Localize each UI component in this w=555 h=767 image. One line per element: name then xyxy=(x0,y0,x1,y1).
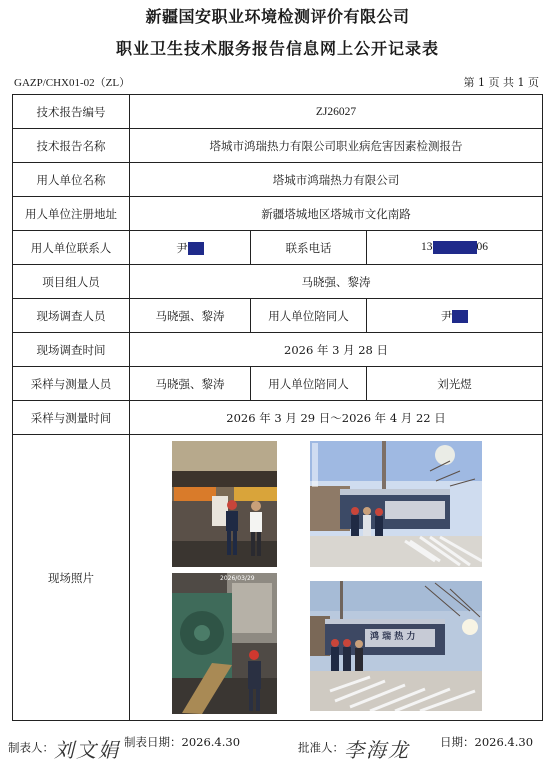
row-report-no xyxy=(13,95,543,129)
row-contact xyxy=(13,231,543,265)
make-date-block xyxy=(124,734,240,750)
label-team: 项目组人员 xyxy=(13,265,130,299)
escort-name-prefix: 尹 xyxy=(440,308,453,323)
approver-signature: 李海龙 xyxy=(344,738,410,762)
label-survey-time: 现场调查时间 xyxy=(13,333,130,367)
approve-date-value: 2026.4.30 xyxy=(474,735,534,749)
value-report-name: 塔城市鸿瑞热力有限公司职业病危害因素检测报告 xyxy=(130,129,543,163)
label-phone: 联系电话 xyxy=(251,231,367,265)
make-date-label: 制表日期： xyxy=(124,735,182,749)
row-report-name xyxy=(13,129,543,163)
redaction-block xyxy=(188,242,204,255)
form-meta xyxy=(14,74,539,92)
maker-signature: 刘文娟 xyxy=(54,738,120,762)
value-team: 马晓强、黎涛 xyxy=(130,265,543,299)
label-employer-address: 用人单位注册地址 xyxy=(13,197,130,231)
form-title: 职业卫生技术服务报告信息网上公开记录表 xyxy=(115,39,439,58)
value-sampling-escort: 刘光煜 xyxy=(367,367,543,401)
value-survey-escort xyxy=(367,299,543,333)
label-survey-staff: 现场调查人员 xyxy=(13,299,130,333)
site-photo-4 xyxy=(310,581,482,711)
maker-label: 制表人： xyxy=(8,740,54,755)
label-photos: 现场照片 xyxy=(13,435,130,721)
value-contact xyxy=(130,231,251,265)
row-employer-name xyxy=(13,163,543,197)
value-phone xyxy=(367,231,543,265)
site-photo-1 xyxy=(172,441,277,567)
row-employer-address xyxy=(13,197,543,231)
photo-grid xyxy=(130,435,542,720)
footer-signatures xyxy=(0,724,555,764)
site-photo-3 xyxy=(172,573,277,714)
row-photos xyxy=(13,435,543,721)
value-sampling-time: 2026 年 3 月 29 日～2026 年 4 月 22 日 xyxy=(130,401,543,435)
label-sampling-time: 采样与测量时间 xyxy=(13,401,130,435)
value-employer-name: 塔城市鸿瑞热力有限公司 xyxy=(130,163,543,197)
label-sampling-escort: 用人单位陪同人 xyxy=(251,367,367,401)
photos-cell xyxy=(130,435,543,721)
label-survey-escort: 用人单位陪同人 xyxy=(251,299,367,333)
label-report-name: 技术报告名称 xyxy=(13,129,130,163)
label-report-no: 技术报告编号 xyxy=(13,95,130,129)
row-team xyxy=(13,265,543,299)
contact-name-prefix: 尹 xyxy=(176,240,188,255)
row-survey-time xyxy=(13,333,543,367)
phone-suffix: 06 xyxy=(476,241,489,254)
form-code: GAZP/CHX01-02（ZL） xyxy=(14,77,131,89)
label-employer-name: 用人单位名称 xyxy=(13,163,130,197)
value-sampling-staff: 马晓强、黎涛 xyxy=(130,367,251,401)
maker-block xyxy=(8,734,120,763)
record-table xyxy=(12,94,543,721)
label-sampling-staff: 采样与测量人员 xyxy=(13,367,130,401)
redaction-block xyxy=(452,310,468,323)
approver-block xyxy=(298,734,410,763)
row-sampling-staff xyxy=(13,367,543,401)
approve-date-block xyxy=(440,734,533,750)
photo-4-sign-text: 鸿 瑞 热 力 xyxy=(370,632,416,642)
row-survey-staff xyxy=(13,299,543,333)
make-date-value: 2026.4.30 xyxy=(181,735,241,749)
value-report-no: ZJ26027 xyxy=(130,95,543,129)
value-survey-staff: 马晓强、黎涛 xyxy=(130,299,251,333)
label-contact: 用人单位联系人 xyxy=(13,231,130,265)
company-title: 新疆国安职业环境检测评价有限公司 xyxy=(145,7,410,26)
row-sampling-time xyxy=(13,401,543,435)
page-info: 第 1 页 共 1 页 xyxy=(463,76,539,89)
site-photo-2 xyxy=(310,441,482,567)
approve-date-label: 日期： xyxy=(440,735,475,749)
redaction-block xyxy=(433,241,477,254)
value-employer-address: 新疆塔城地区塔城市文化南路 xyxy=(130,197,543,231)
phone-prefix: 13 xyxy=(421,241,433,254)
value-survey-time: 2026 年 3 月 28 日 xyxy=(130,333,543,367)
approver-label: 批准人： xyxy=(298,740,344,755)
photo-3-timestamp: 2026/03/29 xyxy=(220,575,255,582)
